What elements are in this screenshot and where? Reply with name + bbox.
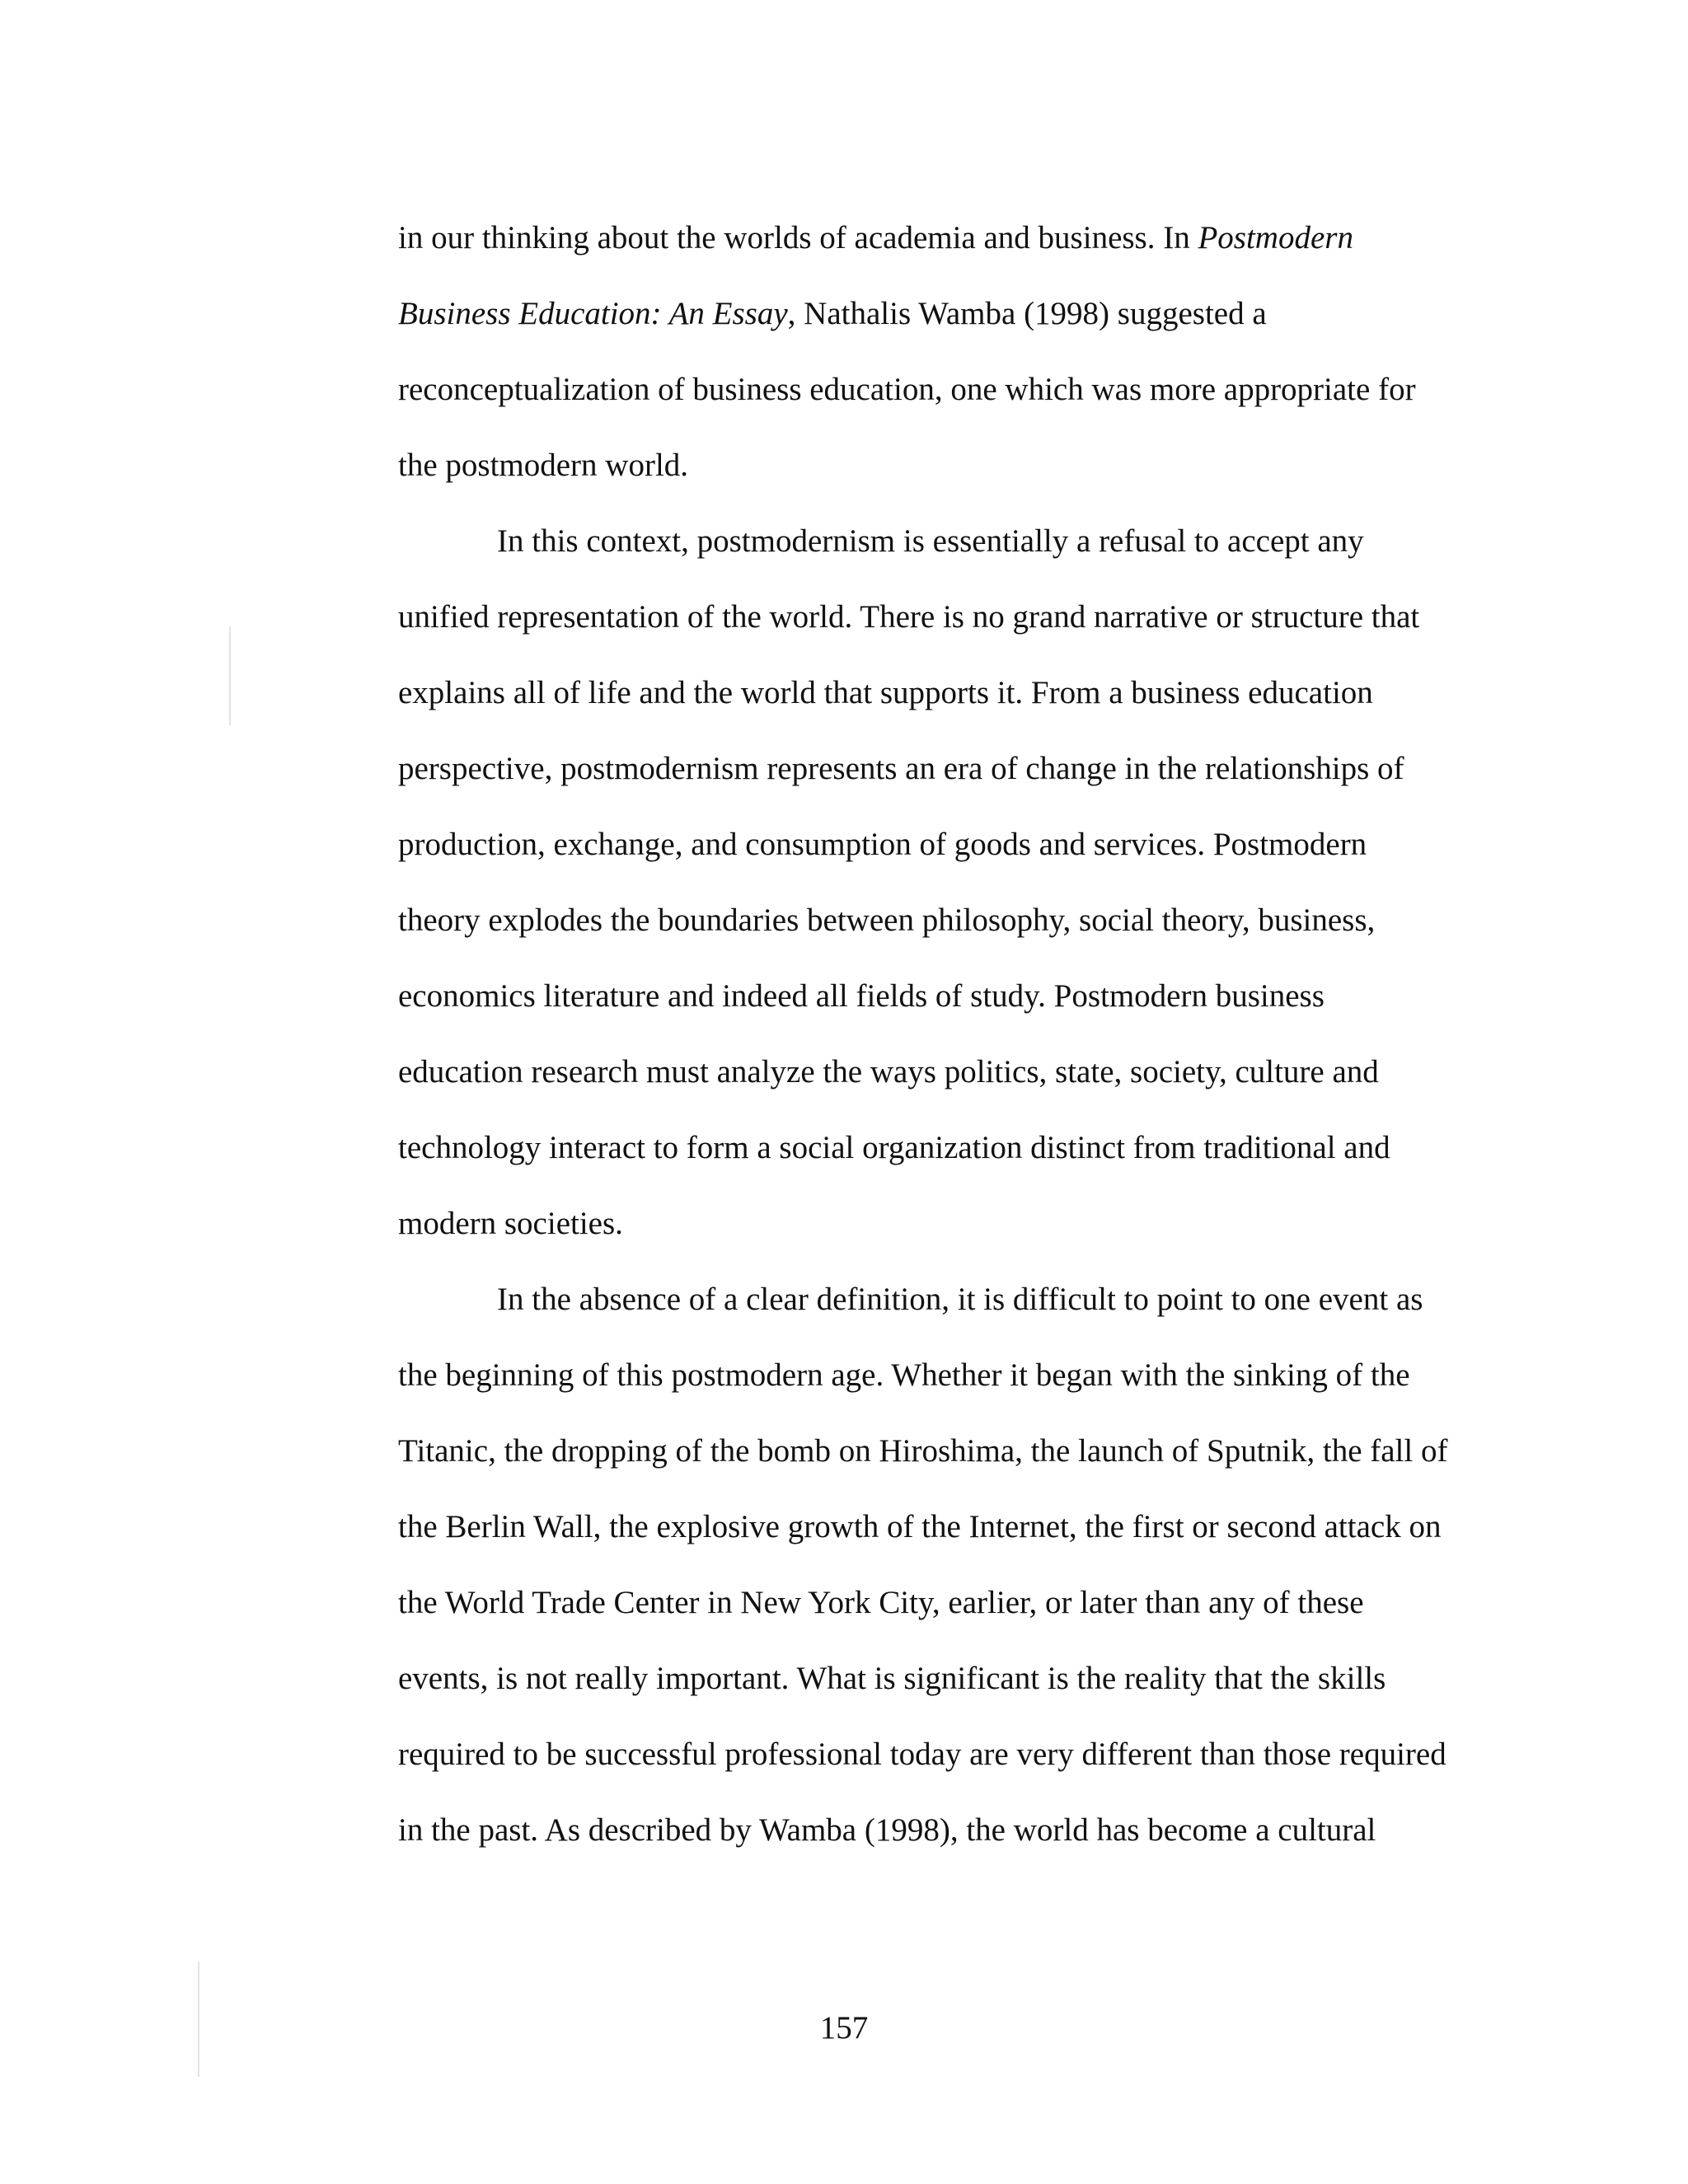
italic-title: Business Education: An Essay: [398, 296, 788, 331]
italic-title: Postmodern: [1198, 220, 1353, 255]
page-number: 157: [819, 2010, 869, 2046]
text-line-16: the beginning of this postmodern age. Whether it began with the sinking of the: [398, 1357, 1410, 1393]
text-line-9: production, exchange, and consumption of goods and services. Postmodern: [398, 827, 1367, 862]
text-segment: in our thinking about the worlds of academia and business. In: [398, 220, 1198, 255]
text-line-1: [398, 219, 1353, 257]
text-line-18: the Berlin Wall, the explosive growth of the Internet, the first or second attack on: [398, 1509, 1442, 1544]
text-line-22: in the past. As described by Wamba (1998), the world has become a cultural: [398, 1812, 1376, 1848]
text-line-8: perspective, postmodernism represents an era of change in the relationships of: [398, 751, 1404, 786]
text-line-3: reconceptualization of business education, one which was more appropriate for: [398, 372, 1416, 407]
text-line-2: [398, 295, 1267, 333]
text-line-12: education research must analyze the ways politics, state, society, culture and: [398, 1054, 1379, 1090]
text-line-14: modern societies.: [398, 1206, 623, 1241]
scan-artifact: [198, 1961, 199, 2077]
text-segment: , Nathalis Wamba (1998) suggested a: [787, 296, 1267, 331]
text-line-7: explains all of life and the world that supports it. From a business education: [398, 675, 1373, 710]
text-line-6: unified representation of the world. There is no grand narrative or structure that: [398, 599, 1420, 635]
text-line-11: economics literature and indeed all fields of study. Postmodern business: [398, 978, 1325, 1014]
paragraph-start-line: In the absence of a clear definition, it is difficult to point to one event as: [497, 1282, 1423, 1317]
text-line-19: the World Trade Center in New York City, earlier, or later than any of these: [398, 1585, 1364, 1620]
scan-artifact: [229, 626, 231, 725]
text-line-17: Titanic, the dropping of the bomb on Hiroshima, the launch of Sputnik, the fall of: [398, 1433, 1448, 1469]
text-line-4: the postmodern world.: [398, 448, 689, 483]
text-line-20: events, is not really important. What is significant is the reality that the skills: [398, 1661, 1386, 1696]
text-line-10: theory explodes the boundaries between philosophy, social theory, business,: [398, 902, 1376, 938]
text-line-21: required to be successful professional today are very different than those required: [398, 1736, 1447, 1772]
paragraph-start-line: In this context, postmodernism is essentially a refusal to accept any: [497, 523, 1364, 559]
text-line-13: technology interact to form a social organization distinct from traditional and: [398, 1130, 1390, 1165]
